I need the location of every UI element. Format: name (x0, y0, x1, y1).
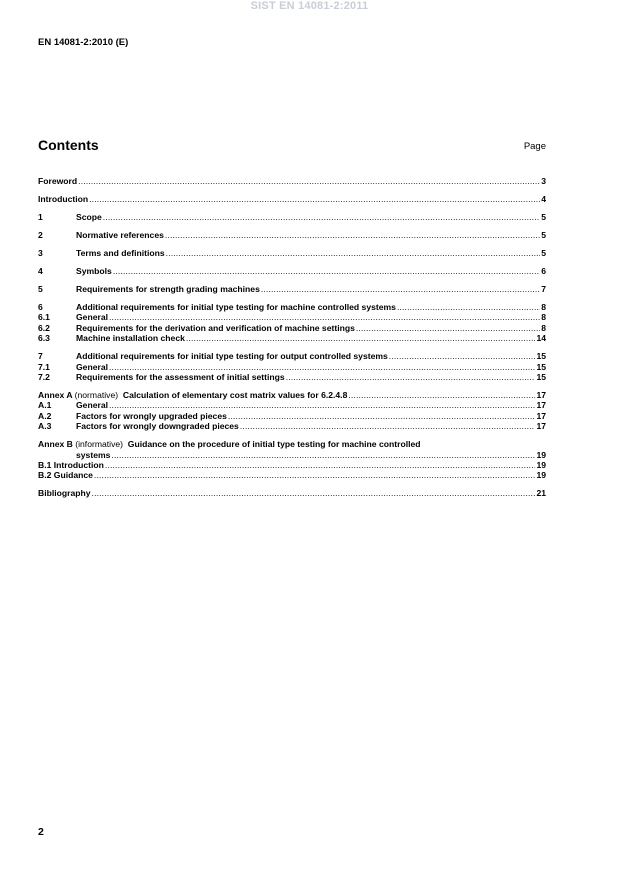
dot-leader (348, 390, 535, 400)
toc-entry-page: 19 (536, 470, 546, 481)
annex-qualifier: (normative) (74, 390, 119, 401)
dot-leader (103, 212, 540, 222)
document-reference: EN 14081-2:2010 (E) (38, 37, 129, 48)
dot-leader (113, 266, 540, 276)
toc-entry-page: 21 (536, 488, 546, 499)
dot-leader (89, 194, 540, 204)
contents-heading: Contents (38, 137, 99, 153)
dot-leader (166, 248, 541, 258)
toc-entry-page: 8 (541, 302, 546, 312)
toc-entry-page: 8 (541, 322, 546, 333)
toc-entry-title: Requirements for strength grading machines (76, 284, 260, 294)
dot-leader (78, 176, 540, 186)
toc-entry-symbols[interactable] (38, 266, 546, 276)
toc-entry-b-2-guidance[interactable] (38, 470, 546, 480)
toc-entry-page: 19 (536, 460, 546, 471)
toc-entry-annex-b[interactable] (38, 439, 546, 449)
toc-entry-number: 7 (38, 351, 43, 362)
toc-entry-page: 19 (536, 449, 546, 460)
toc-entry-page: 7 (541, 284, 546, 294)
annex-label: Annex B (38, 439, 73, 450)
toc-entry-page: 3 (541, 176, 546, 186)
dot-leader (165, 230, 540, 240)
toc-entry-number: 7.2 (38, 372, 50, 383)
toc-entry-title: Factors for wrongly downgraded pieces (76, 421, 239, 432)
toc-entry-number: 6.2 (38, 322, 50, 333)
toc-entry-annex-a[interactable] (38, 390, 546, 400)
toc-entry-page: 17 (536, 410, 546, 421)
annex-title: Calculation of elementary cost matrix values for 6.2.4.8 (122, 390, 348, 401)
toc-entry-number: A.3 (38, 421, 52, 432)
toc-entry-title: Additional requirements for initial type testing for output controlled systems (76, 351, 388, 362)
dot-leader (109, 362, 535, 372)
toc-entry-title (38, 390, 347, 400)
toc-entry-a-2-upgraded[interactable] (38, 411, 546, 421)
toc-entry-page: 15 (536, 351, 546, 362)
dot-leader (389, 351, 536, 361)
toc-entry-6-1-general[interactable] (38, 312, 546, 322)
toc-entry-bibliography[interactable] (38, 488, 546, 498)
toc-entry-annex-b-continued[interactable] (38, 450, 546, 460)
annex-label: Annex A (38, 390, 73, 401)
annex-title: Guidance on the procedure of initial type testing for machine controlled (127, 439, 421, 450)
toc-entry-title (38, 439, 421, 449)
toc-entry-page: 8 (541, 312, 546, 323)
toc-entry-title: General (76, 312, 109, 323)
toc-entry-title: Bibliography (38, 488, 91, 499)
toc-entry-output-controlled-systems[interactable] (38, 351, 546, 361)
toc-entry-title: Requirements for the derivation and verification of machine settings (76, 322, 355, 333)
dot-leader (111, 450, 535, 460)
toc-entry-7-1-general[interactable] (38, 362, 546, 372)
toc-entry-scope[interactable] (38, 212, 546, 222)
table-of-contents (38, 176, 546, 499)
toc-entry-machine-controlled-systems[interactable] (38, 302, 546, 312)
toc-entry-number: 6.1 (38, 312, 50, 323)
dot-leader (92, 488, 536, 498)
toc-entry-page: 17 (536, 421, 546, 432)
dot-leader (94, 470, 536, 480)
toc-entry-a-3-downgraded[interactable] (38, 421, 546, 431)
toc-entry-page: 5 (541, 230, 546, 240)
dot-leader (356, 323, 540, 333)
page-number: 2 (38, 826, 44, 838)
toc-entry-title: Normative references (76, 230, 164, 240)
dot-leader (105, 460, 536, 470)
toc-entry-title: General (76, 400, 109, 411)
toc-entry-title: Scope (76, 212, 102, 222)
toc-entry-title: Factors for wrongly upgraded pieces (76, 410, 227, 421)
toc-entry-number: 5 (38, 284, 43, 294)
annex-qualifier: (informative) (75, 439, 124, 450)
dot-leader (261, 284, 540, 294)
toc-entry-number: 2 (38, 230, 43, 240)
toc-entry-page: 14 (536, 333, 546, 344)
toc-entry-number: 6.3 (38, 333, 50, 344)
toc-entry-requirements-grading-machines[interactable] (38, 284, 546, 294)
dot-leader (109, 400, 535, 410)
toc-entry-number: 1 (38, 212, 43, 222)
toc-entry-number: 3 (38, 248, 43, 258)
toc-entry-introduction[interactable] (38, 194, 546, 204)
toc-entry-b-1-introduction[interactable] (38, 460, 546, 470)
toc-entry-foreword[interactable] (38, 176, 546, 186)
toc-entry-6-3-installation-check[interactable] (38, 333, 546, 343)
toc-entry-page: 15 (536, 372, 546, 383)
toc-entry-number: A.1 (38, 400, 52, 411)
toc-entry-title: Symbols (76, 266, 112, 276)
toc-entry-normative-references[interactable] (38, 230, 546, 240)
dot-leader (286, 372, 536, 382)
toc-entry-page: 17 (536, 400, 546, 411)
toc-entry-title: B.2 Guidance (38, 470, 93, 481)
toc-entry-title: Terms and definitions (76, 248, 165, 258)
dot-leader (186, 333, 536, 343)
toc-entry-title: Foreword (38, 176, 78, 186)
toc-entry-page: 5 (541, 212, 546, 222)
toc-entry-7-2-initial-settings[interactable] (38, 372, 546, 382)
toc-entry-page: 15 (536, 361, 546, 372)
dot-leader (109, 312, 540, 322)
page-column-label: Page (523, 141, 546, 152)
dot-leader (397, 302, 540, 312)
toc-entry-number: 7.1 (38, 361, 50, 372)
toc-entry-number: A.2 (38, 410, 52, 421)
toc-entry-page: 5 (541, 248, 546, 258)
toc-entry-title: Requirements for the assessment of initial settings (76, 372, 285, 383)
watermark: SIST EN 14081-2:2011 (250, 0, 369, 12)
toc-entry-terms-and-definitions[interactable] (38, 248, 546, 258)
toc-entry-title: Machine installation check (76, 333, 185, 344)
toc-entry-title: General (76, 361, 109, 372)
toc-entry-title: B.1 Introduction (38, 460, 104, 471)
toc-entry-title-continued: systems (76, 449, 111, 460)
toc-entry-6-2-machine-settings[interactable] (38, 323, 546, 333)
toc-entry-number: 4 (38, 266, 43, 276)
toc-entry-title: Additional requirements for initial type testing for machine controlled systems (76, 302, 396, 312)
toc-entry-number: 6 (38, 302, 43, 312)
toc-entry-page: 4 (541, 194, 546, 204)
toc-entry-page: 6 (541, 266, 546, 276)
dot-leader (228, 411, 536, 421)
toc-entry-a-1-general[interactable] (38, 400, 546, 410)
toc-entry-page: 17 (536, 390, 546, 401)
dot-leader (240, 421, 536, 431)
toc-entry-title: Introduction (38, 194, 89, 204)
